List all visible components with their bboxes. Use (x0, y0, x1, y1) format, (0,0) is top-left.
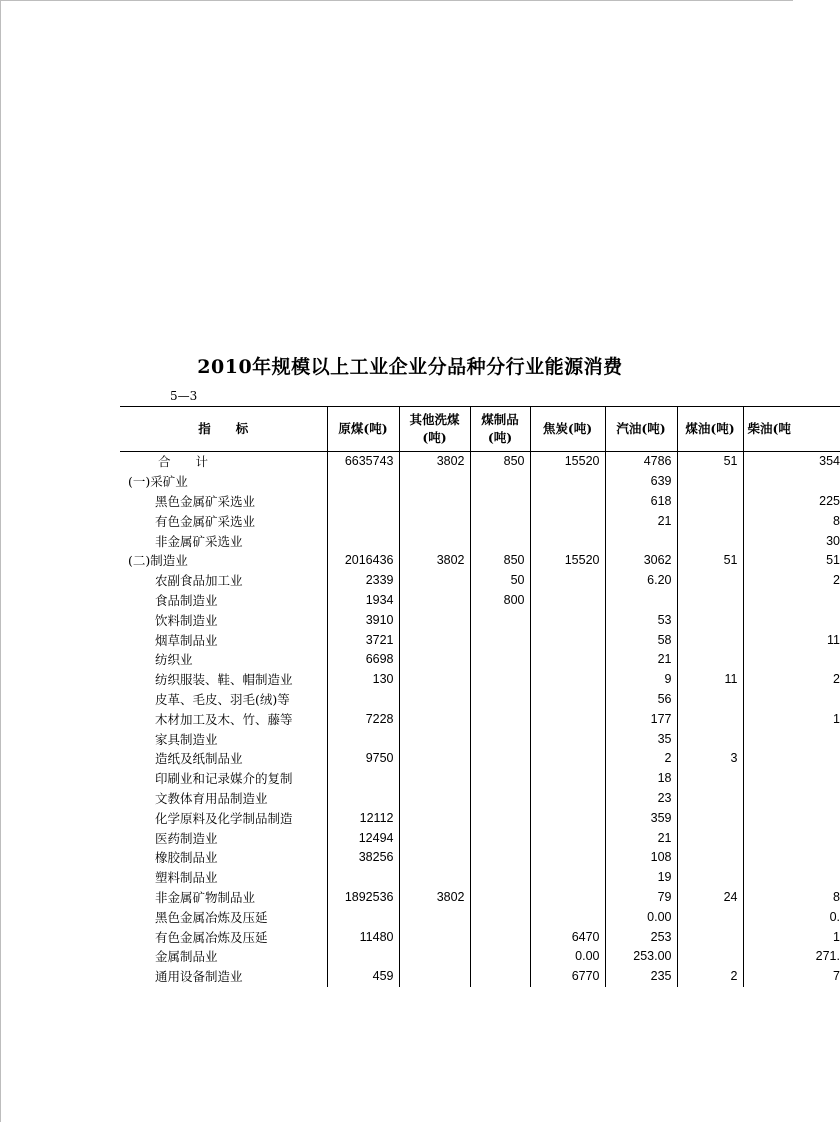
row-label: 食品制造业 (155, 592, 218, 608)
gasoline-cell: 3062 (605, 551, 677, 571)
kerosene-cell: 51 (677, 551, 743, 571)
kerosene-cell (677, 709, 743, 729)
raw-coal-cell (327, 531, 399, 551)
coke-cell (530, 492, 605, 512)
coke-cell (530, 848, 605, 868)
other-washed-coal-cell (399, 967, 470, 987)
gasoline-cell: 177 (605, 709, 677, 729)
other-washed-coal-cell (399, 927, 470, 947)
kerosene-cell (677, 591, 743, 611)
raw-coal-cell: 6698 (327, 650, 399, 670)
kerosene-cell (677, 828, 743, 848)
table-row (120, 709, 840, 729)
row-label: 非金属矿采选业 (155, 533, 243, 549)
table-row (120, 591, 840, 611)
raw-coal-cell: 3910 (327, 610, 399, 630)
table-row (120, 769, 840, 789)
kerosene-cell: 2 (677, 967, 743, 987)
diesel-cell: 30 (743, 531, 840, 551)
coke-cell (530, 789, 605, 809)
gasoline-cell: 2 (605, 749, 677, 769)
raw-coal-cell (327, 947, 399, 967)
coal-products-cell (470, 650, 530, 670)
other-washed-coal-cell (399, 571, 470, 591)
coke-cell (530, 868, 605, 888)
table-row (120, 511, 840, 531)
raw-coal-cell: 1934 (327, 591, 399, 611)
coke-cell: 6470 (530, 927, 605, 947)
kerosene-cell (677, 808, 743, 828)
coal-products-cell (470, 967, 530, 987)
diesel-cell: 7 (743, 967, 840, 987)
other-washed-coal-cell (399, 670, 470, 690)
raw-coal-cell (327, 472, 399, 492)
coal-products-cell (470, 947, 530, 967)
row-label: 有色金属冶炼及压延 (155, 929, 268, 945)
diesel-cell: 8 (743, 888, 840, 908)
coke-cell: 15520 (530, 551, 605, 571)
coke-cell (530, 690, 605, 710)
gasoline-cell: 21 (605, 650, 677, 670)
raw-coal-cell: 3721 (327, 630, 399, 650)
diesel-cell (743, 848, 840, 868)
coke-cell (530, 511, 605, 531)
other-washed-coal-cell (399, 907, 470, 927)
coal-products-cell (470, 828, 530, 848)
table-row (120, 551, 840, 571)
other-washed-coal-cell: 3802 (399, 551, 470, 571)
coke-cell (530, 472, 605, 492)
coal-products-cell (470, 848, 530, 868)
coal-products-cell (470, 472, 530, 492)
header-raw-coal: 原煤(吨) (327, 407, 399, 452)
coal-products-cell (470, 769, 530, 789)
coal-products-cell (470, 630, 530, 650)
gasoline-cell: 21 (605, 511, 677, 531)
raw-coal-cell: 1892536 (327, 888, 399, 908)
energy-table-container (120, 406, 840, 1016)
other-washed-coal-cell (399, 511, 470, 531)
gasoline-cell: 4786 (605, 452, 677, 472)
table-row (120, 907, 840, 927)
kerosene-cell (677, 927, 743, 947)
coke-cell (530, 591, 605, 611)
page-left-border (0, 0, 1, 1122)
gasoline-cell: 108 (605, 848, 677, 868)
diesel-cell: 8 (743, 511, 840, 531)
row-label: 塑料制品业 (155, 870, 218, 886)
kerosene-cell (677, 907, 743, 927)
raw-coal-cell: 2016436 (327, 551, 399, 571)
diesel-cell (743, 868, 840, 888)
diesel-cell: 2 (743, 571, 840, 591)
table-row (120, 650, 840, 670)
other-washed-coal-cell (399, 868, 470, 888)
diesel-cell (743, 650, 840, 670)
coke-cell (530, 610, 605, 630)
header-coal-products: 煤制品(吨) (470, 407, 530, 452)
gasoline-cell: 618 (605, 492, 677, 512)
header-kerosene: 煤油(吨) (677, 407, 743, 452)
table-row (120, 789, 840, 809)
coal-products-cell (470, 531, 530, 551)
table-row (120, 492, 840, 512)
diesel-cell (743, 808, 840, 828)
diesel-cell (743, 729, 840, 749)
gasoline-cell: 35 (605, 729, 677, 749)
diesel-cell (743, 472, 840, 492)
other-washed-coal-cell (399, 531, 470, 551)
kerosene-cell (677, 947, 743, 967)
coal-products-cell (470, 927, 530, 947)
coal-products-cell (470, 670, 530, 690)
gasoline-cell (605, 591, 677, 611)
coke-cell (530, 630, 605, 650)
diesel-cell (743, 789, 840, 809)
row-label: 非金属矿物制品业 (155, 889, 256, 905)
row-label: 合 计 (158, 454, 209, 470)
coal-products-cell (470, 808, 530, 828)
table-row (120, 630, 840, 650)
coke-cell: 15520 (530, 452, 605, 472)
other-washed-coal-cell (399, 610, 470, 630)
coal-products-cell (470, 868, 530, 888)
coke-cell (530, 709, 605, 729)
diesel-cell: 1 (743, 709, 840, 729)
gasoline-cell: 9 (605, 670, 677, 690)
coal-products-cell (470, 492, 530, 512)
other-washed-coal-cell (399, 630, 470, 650)
other-washed-coal-cell (399, 650, 470, 670)
other-washed-coal-cell: 3802 (399, 888, 470, 908)
coke-cell (530, 670, 605, 690)
header-other-washed-coal: 其他洗煤(吨) (399, 407, 470, 452)
gasoline-cell: 639 (605, 472, 677, 492)
other-washed-coal-cell (399, 848, 470, 868)
other-washed-coal-cell (399, 591, 470, 611)
table-row (120, 571, 840, 591)
coal-products-cell: 800 (470, 591, 530, 611)
coal-products-cell (470, 907, 530, 927)
other-washed-coal-cell (399, 947, 470, 967)
header-indicator: 指 标 (120, 407, 327, 452)
diesel-cell: 225 (743, 492, 840, 512)
table-row (120, 828, 840, 848)
diesel-cell (743, 690, 840, 710)
diesel-cell: 2 (743, 670, 840, 690)
kerosene-cell (677, 630, 743, 650)
diesel-cell: 51 (743, 551, 840, 571)
coke-cell (530, 888, 605, 908)
other-washed-coal-cell (399, 492, 470, 512)
other-washed-coal-cell (399, 729, 470, 749)
row-label: 黑色金属矿采选业 (155, 493, 256, 509)
other-washed-coal-cell (399, 749, 470, 769)
coke-cell (530, 769, 605, 789)
diesel-cell (743, 610, 840, 630)
header-row (120, 407, 840, 452)
row-label: 橡胶制品业 (155, 850, 218, 866)
gasoline-cell: 79 (605, 888, 677, 908)
table-row (120, 729, 840, 749)
gasoline-cell: 359 (605, 808, 677, 828)
energy-consumption-table (120, 406, 840, 987)
coal-products-cell (470, 690, 530, 710)
row-label: 有色金属矿采选业 (155, 513, 256, 529)
raw-coal-cell: 6635743 (327, 452, 399, 472)
kerosene-cell (677, 868, 743, 888)
kerosene-cell: 11 (677, 670, 743, 690)
raw-coal-cell: 11480 (327, 927, 399, 947)
header-gasoline: 汽油(吨) (605, 407, 677, 452)
diesel-cell (743, 769, 840, 789)
raw-coal-cell: 2339 (327, 571, 399, 591)
raw-coal-cell: 38256 (327, 848, 399, 868)
gasoline-cell: 235 (605, 967, 677, 987)
kerosene-cell (677, 729, 743, 749)
row-label: 纺织业 (155, 652, 193, 668)
gasoline-cell: 23 (605, 789, 677, 809)
table-body (120, 452, 840, 987)
coke-cell (530, 828, 605, 848)
kerosene-cell: 24 (677, 888, 743, 908)
coke-cell: 0.00 (530, 947, 605, 967)
coal-products-cell (470, 610, 530, 630)
row-label: 造纸及纸制品业 (155, 751, 243, 767)
gasoline-cell: 0.00 (605, 907, 677, 927)
kerosene-cell (677, 690, 743, 710)
coke-cell (530, 808, 605, 828)
diesel-cell (743, 591, 840, 611)
kerosene-cell: 51 (677, 452, 743, 472)
row-label: 文教体育用品制造业 (155, 790, 268, 806)
other-washed-coal-cell (399, 808, 470, 828)
table-row (120, 888, 840, 908)
row-label: 饮料制造业 (155, 612, 218, 628)
diesel-cell (743, 749, 840, 769)
row-label: 黑色金属冶炼及压延 (155, 909, 268, 925)
row-label: (二)制造业 (128, 553, 188, 569)
table-row (120, 808, 840, 828)
other-washed-coal-cell (399, 789, 470, 809)
diesel-cell (743, 828, 840, 848)
coke-cell (530, 531, 605, 551)
row-label: 印刷业和记录媒介的复制 (155, 771, 293, 787)
kerosene-cell (677, 769, 743, 789)
coal-products-cell (470, 789, 530, 809)
table-row (120, 868, 840, 888)
gasoline-cell: 56 (605, 690, 677, 710)
raw-coal-cell (327, 907, 399, 927)
raw-coal-cell: 9750 (327, 749, 399, 769)
kerosene-cell (677, 610, 743, 630)
table-row (120, 947, 840, 967)
raw-coal-cell (327, 690, 399, 710)
table-row (120, 749, 840, 769)
gasoline-cell: 19 (605, 868, 677, 888)
kerosene-cell (677, 472, 743, 492)
kerosene-cell (677, 789, 743, 809)
table-row (120, 452, 840, 472)
raw-coal-cell: 130 (327, 670, 399, 690)
row-label: (一)采矿业 (128, 474, 188, 490)
coke-cell (530, 571, 605, 591)
coke-cell (530, 907, 605, 927)
diesel-cell: 354 (743, 452, 840, 472)
coal-products-cell (470, 709, 530, 729)
table-number: 5—3 (170, 389, 198, 403)
coal-products-cell (470, 511, 530, 531)
row-label: 化学原料及化学制品制造 (155, 810, 293, 826)
kerosene-cell (677, 492, 743, 512)
gasoline-cell: 18 (605, 769, 677, 789)
kerosene-cell (677, 511, 743, 531)
raw-coal-cell: 7228 (327, 709, 399, 729)
diesel-cell: 271. (743, 947, 840, 967)
raw-coal-cell: 12112 (327, 808, 399, 828)
gasoline-cell: 58 (605, 630, 677, 650)
raw-coal-cell (327, 789, 399, 809)
kerosene-cell (677, 571, 743, 591)
row-label: 医药制造业 (155, 830, 218, 846)
gasoline-cell: 53 (605, 610, 677, 630)
gasoline-cell: 253.00 (605, 947, 677, 967)
header-coke: 焦炭(吨) (530, 407, 605, 452)
table-row (120, 610, 840, 630)
table-row (120, 967, 840, 987)
gasoline-cell (605, 531, 677, 551)
table-row (120, 670, 840, 690)
coke-cell (530, 749, 605, 769)
gasoline-cell: 253 (605, 927, 677, 947)
other-washed-coal-cell (399, 709, 470, 729)
diesel-cell: 1 (743, 927, 840, 947)
coal-products-cell (470, 729, 530, 749)
row-label: 烟草制品业 (155, 632, 218, 648)
kerosene-cell (677, 531, 743, 551)
other-washed-coal-cell (399, 828, 470, 848)
row-label: 金属制品业 (155, 949, 218, 965)
kerosene-cell (677, 848, 743, 868)
table-row (120, 472, 840, 492)
raw-coal-cell (327, 769, 399, 789)
coke-cell (530, 729, 605, 749)
other-washed-coal-cell (399, 472, 470, 492)
row-label: 通用设备制造业 (155, 969, 243, 985)
gasoline-cell: 6.20 (605, 571, 677, 591)
coal-products-cell: 850 (470, 551, 530, 571)
table-row (120, 690, 840, 710)
page-top-border (0, 0, 793, 1)
other-washed-coal-cell (399, 690, 470, 710)
row-label: 农副食品加工业 (155, 573, 243, 589)
diesel-cell: 0. (743, 907, 840, 927)
row-label: 纺织服装、鞋、帽制造业 (155, 672, 293, 688)
header-diesel: 柴油(吨 (743, 407, 840, 452)
raw-coal-cell (327, 729, 399, 749)
table-row (120, 531, 840, 551)
kerosene-cell (677, 650, 743, 670)
diesel-cell: 11 (743, 630, 840, 650)
table-row (120, 927, 840, 947)
other-washed-coal-cell: 3802 (399, 452, 470, 472)
coal-products-cell (470, 888, 530, 908)
coal-products-cell (470, 749, 530, 769)
row-label: 家具制造业 (155, 731, 218, 747)
raw-coal-cell (327, 511, 399, 531)
coke-cell: 6770 (530, 967, 605, 987)
coal-products-cell: 850 (470, 452, 530, 472)
table-row (120, 848, 840, 868)
kerosene-cell: 3 (677, 749, 743, 769)
row-label: 皮革、毛皮、羽毛(绒)等 (155, 691, 290, 707)
page-title: 2010年规模以上工业企业分品种分行业能源消费 (197, 356, 623, 378)
raw-coal-cell (327, 868, 399, 888)
raw-coal-cell: 459 (327, 967, 399, 987)
gasoline-cell: 21 (605, 828, 677, 848)
other-washed-coal-cell (399, 769, 470, 789)
raw-coal-cell (327, 492, 399, 512)
raw-coal-cell: 12494 (327, 828, 399, 848)
coal-products-cell: 50 (470, 571, 530, 591)
coke-cell (530, 650, 605, 670)
row-label: 木材加工及木、竹、藤等 (155, 711, 293, 727)
